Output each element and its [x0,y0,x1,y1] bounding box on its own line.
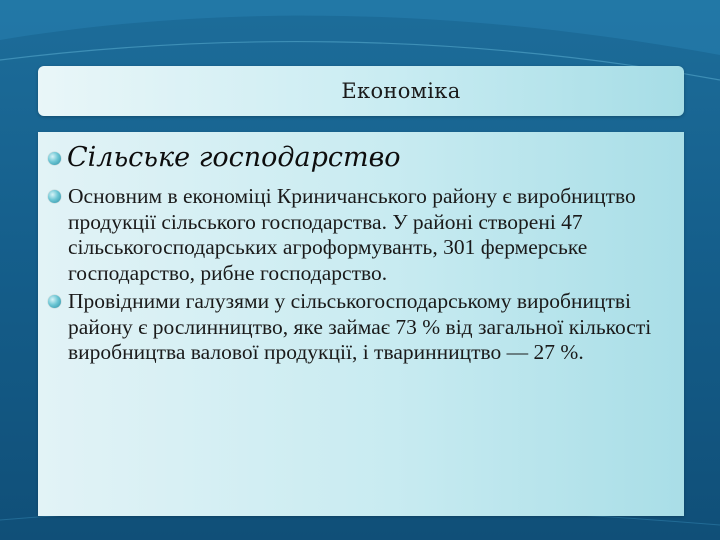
round-bullet-icon [48,295,61,308]
round-bullet-icon [48,190,61,203]
list-item [48,184,668,286]
content-panel [38,132,684,516]
list-item-text: Провідними галузями у сільськогосподарському виробництві району є рослинництво, яке займає 73 % від загальної кількості виробництва валової продукції, і тваринництво — 27 %. [68,289,652,364]
slide-title-bar [38,66,684,116]
bullet-list [48,184,668,369]
slide-title: Економіка [341,79,461,103]
list-item-text: Основним в економіці Криничанського району є виробництво продукції сільського господарства. У районі створені 47 сільськогосподарських агроформуванть, 301 фермерське господарство, рибне господарство. [68,184,636,285]
section-heading: Сільське господарство [67,142,401,173]
list-item [48,289,668,366]
section-heading-row [48,142,401,174]
round-bullet-icon [48,152,61,165]
